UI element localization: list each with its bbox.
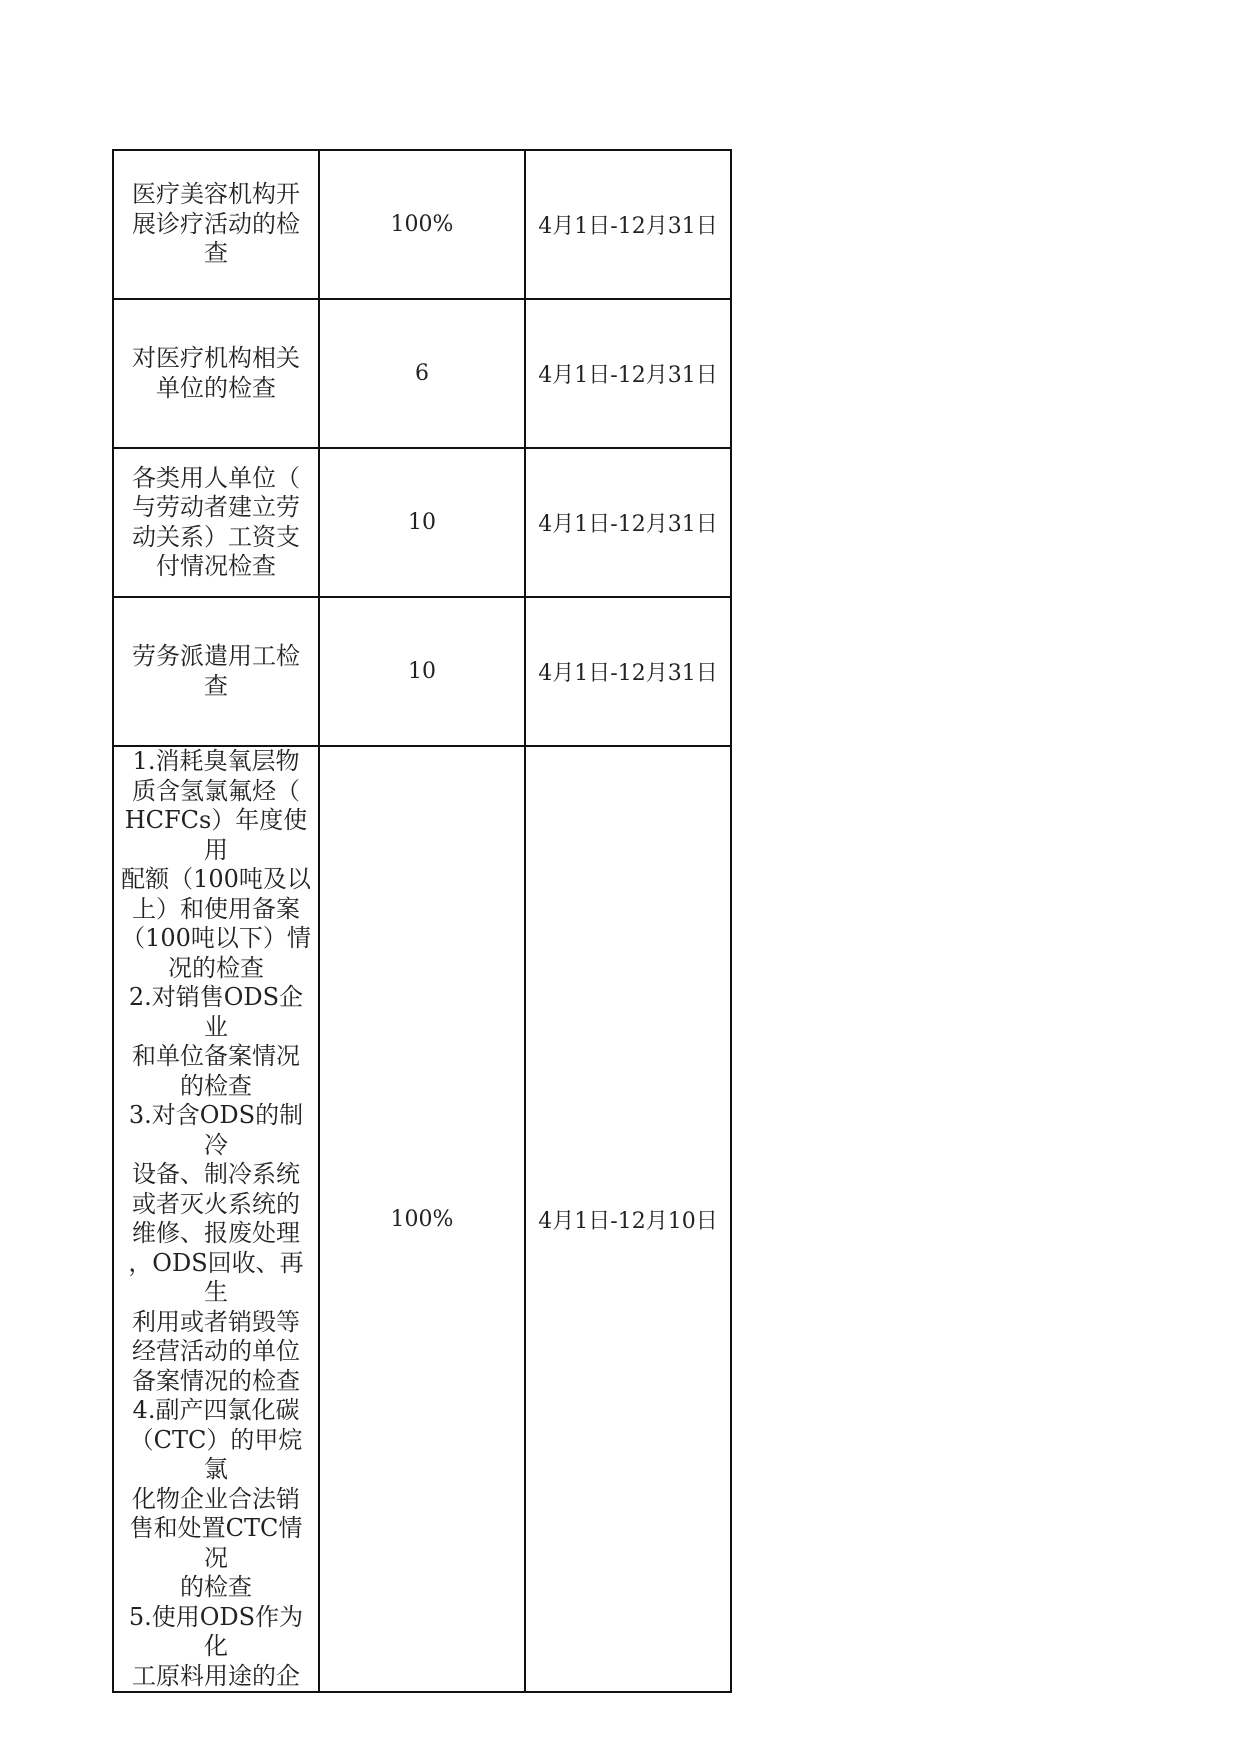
inspection-item-cell: 医疗美容机构开 展诊疗活动的检 查 [113,150,319,299]
inspection-item-cell: 对医疗机构相关 单位的检查 [113,299,319,448]
inspection-ratio-cell: 10 [319,597,525,746]
inspection-ratio-cell: 6 [319,299,525,448]
inspection-ratio-cell: 100% [319,746,525,1692]
inspection-ratio-cell: 100% [319,150,525,299]
inspection-item-cell: 各类用人单位（ 与劳动者建立劳 动关系）工资支 付情况检查 [113,448,319,597]
inspection-time-cell: 4月1日-12月10日 [525,746,731,1692]
table-row [113,299,731,448]
inspection-item-cell: 1.消耗臭氧层物 质含氢氯氟烃（ HCFCs）年度使用 配额（100吨及以 上）和使用备案 （100吨以下）情 况的检查 2.对销售ODS企业 和单位备案情况 的检查 3.对含ODS的制冷 设备、制冷系统 或者灭火系统的 维修、报废处理 ，ODS回收、再生 利用或者销毁等 经营活动的单位 备案情况的检查 4.副产四氯化碳 （CTC）的甲烷氯 化物企业合法销 售和处置CTC情况 的检查 5.使用ODS作为化 工原料用途的企 [113,746,319,1692]
inspection-item-cell: 劳务派遣用工检 查 [113,597,319,746]
inspection-time-cell: 4月1日-12月31日 [525,299,731,448]
inspection-table [112,149,732,1693]
inspection-ratio-cell: 10 [319,448,525,597]
table-row [113,597,731,746]
table-row [113,746,731,1692]
inspection-time-cell: 4月1日-12月31日 [525,597,731,746]
inspection-time-cell: 4月1日-12月31日 [525,150,731,299]
table-row [113,448,731,597]
table-row [113,150,731,299]
inspection-time-cell: 4月1日-12月31日 [525,448,731,597]
